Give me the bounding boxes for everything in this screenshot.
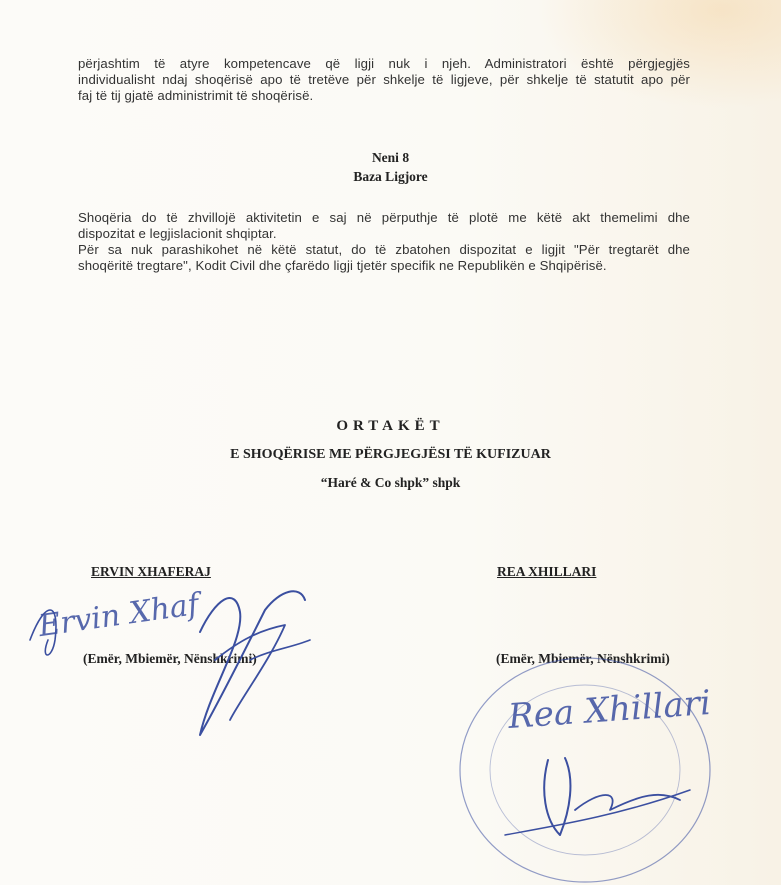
signature-scribble-7	[505, 790, 690, 835]
handwritten-signature-1: Ervin Xhaf	[36, 586, 201, 645]
signature-scribble-2	[215, 625, 285, 720]
intro-paragraph	[78, 56, 690, 104]
signature-scribble-5	[544, 758, 570, 835]
article-title: Baza Ligjore	[353, 169, 428, 184]
signatory-caption-2: (Emër, Mbiemër, Nënshkrimi)	[496, 651, 670, 666]
signatory-caption-1: (Emër, Mbiemër, Nënshkrimi)	[83, 651, 257, 666]
company-name: “Haré & Co shpk” shpk	[320, 475, 461, 490]
company-type: E SHOQËRISE ME PËRGJEGJËSI TË KUFIZUAR	[230, 447, 551, 462]
article-paragraph-1	[78, 210, 690, 242]
signature-scribble-6	[575, 795, 680, 810]
signatory-name-2: REA XHILLARI	[497, 564, 597, 579]
article-p1-line-1: Shoqëria do të zhvillojë aktivitetin e saj në përputhje të plotë me këtë akt themelimi dhe	[78, 210, 690, 225]
intro-line-2: individualisht ndaj shoqërisë apo të tretëve për shkelje të ligjeve, për shkelje të statutit apo për	[78, 72, 690, 87]
article-number: Neni 8	[371, 150, 410, 165]
handwritten-signature-2: Rea Xhillari	[506, 682, 713, 738]
article-p2-line-2: shoqëritë tregtare", Kodit Civil dhe çfarëdo ligji tjetër specifik ne Republikën e Shqipërisë.	[78, 258, 607, 273]
signature-scribble-3	[250, 640, 310, 660]
signatory-name-1: ERVIN XHAFERAJ	[91, 564, 211, 579]
intro-line-1: përjashtim të atyre kompetencave që ligji nuk i njeh. Administratori është përgjegjës	[78, 56, 690, 71]
article-p2-line-1: Për sa nuk parashikohet në këtë statut, do të zbatohen dispozitat e ligjit "Për tregtarët dhe	[78, 242, 690, 257]
partners-heading: ORTAKËT	[336, 418, 445, 434]
article-p1-line-2: dispozitat e legjislacionit shqiptar.	[78, 226, 277, 241]
article-paragraph-2	[78, 242, 690, 274]
intro-line-3: faj të tij gjatë administrimit të shoqërisë.	[78, 88, 314, 103]
